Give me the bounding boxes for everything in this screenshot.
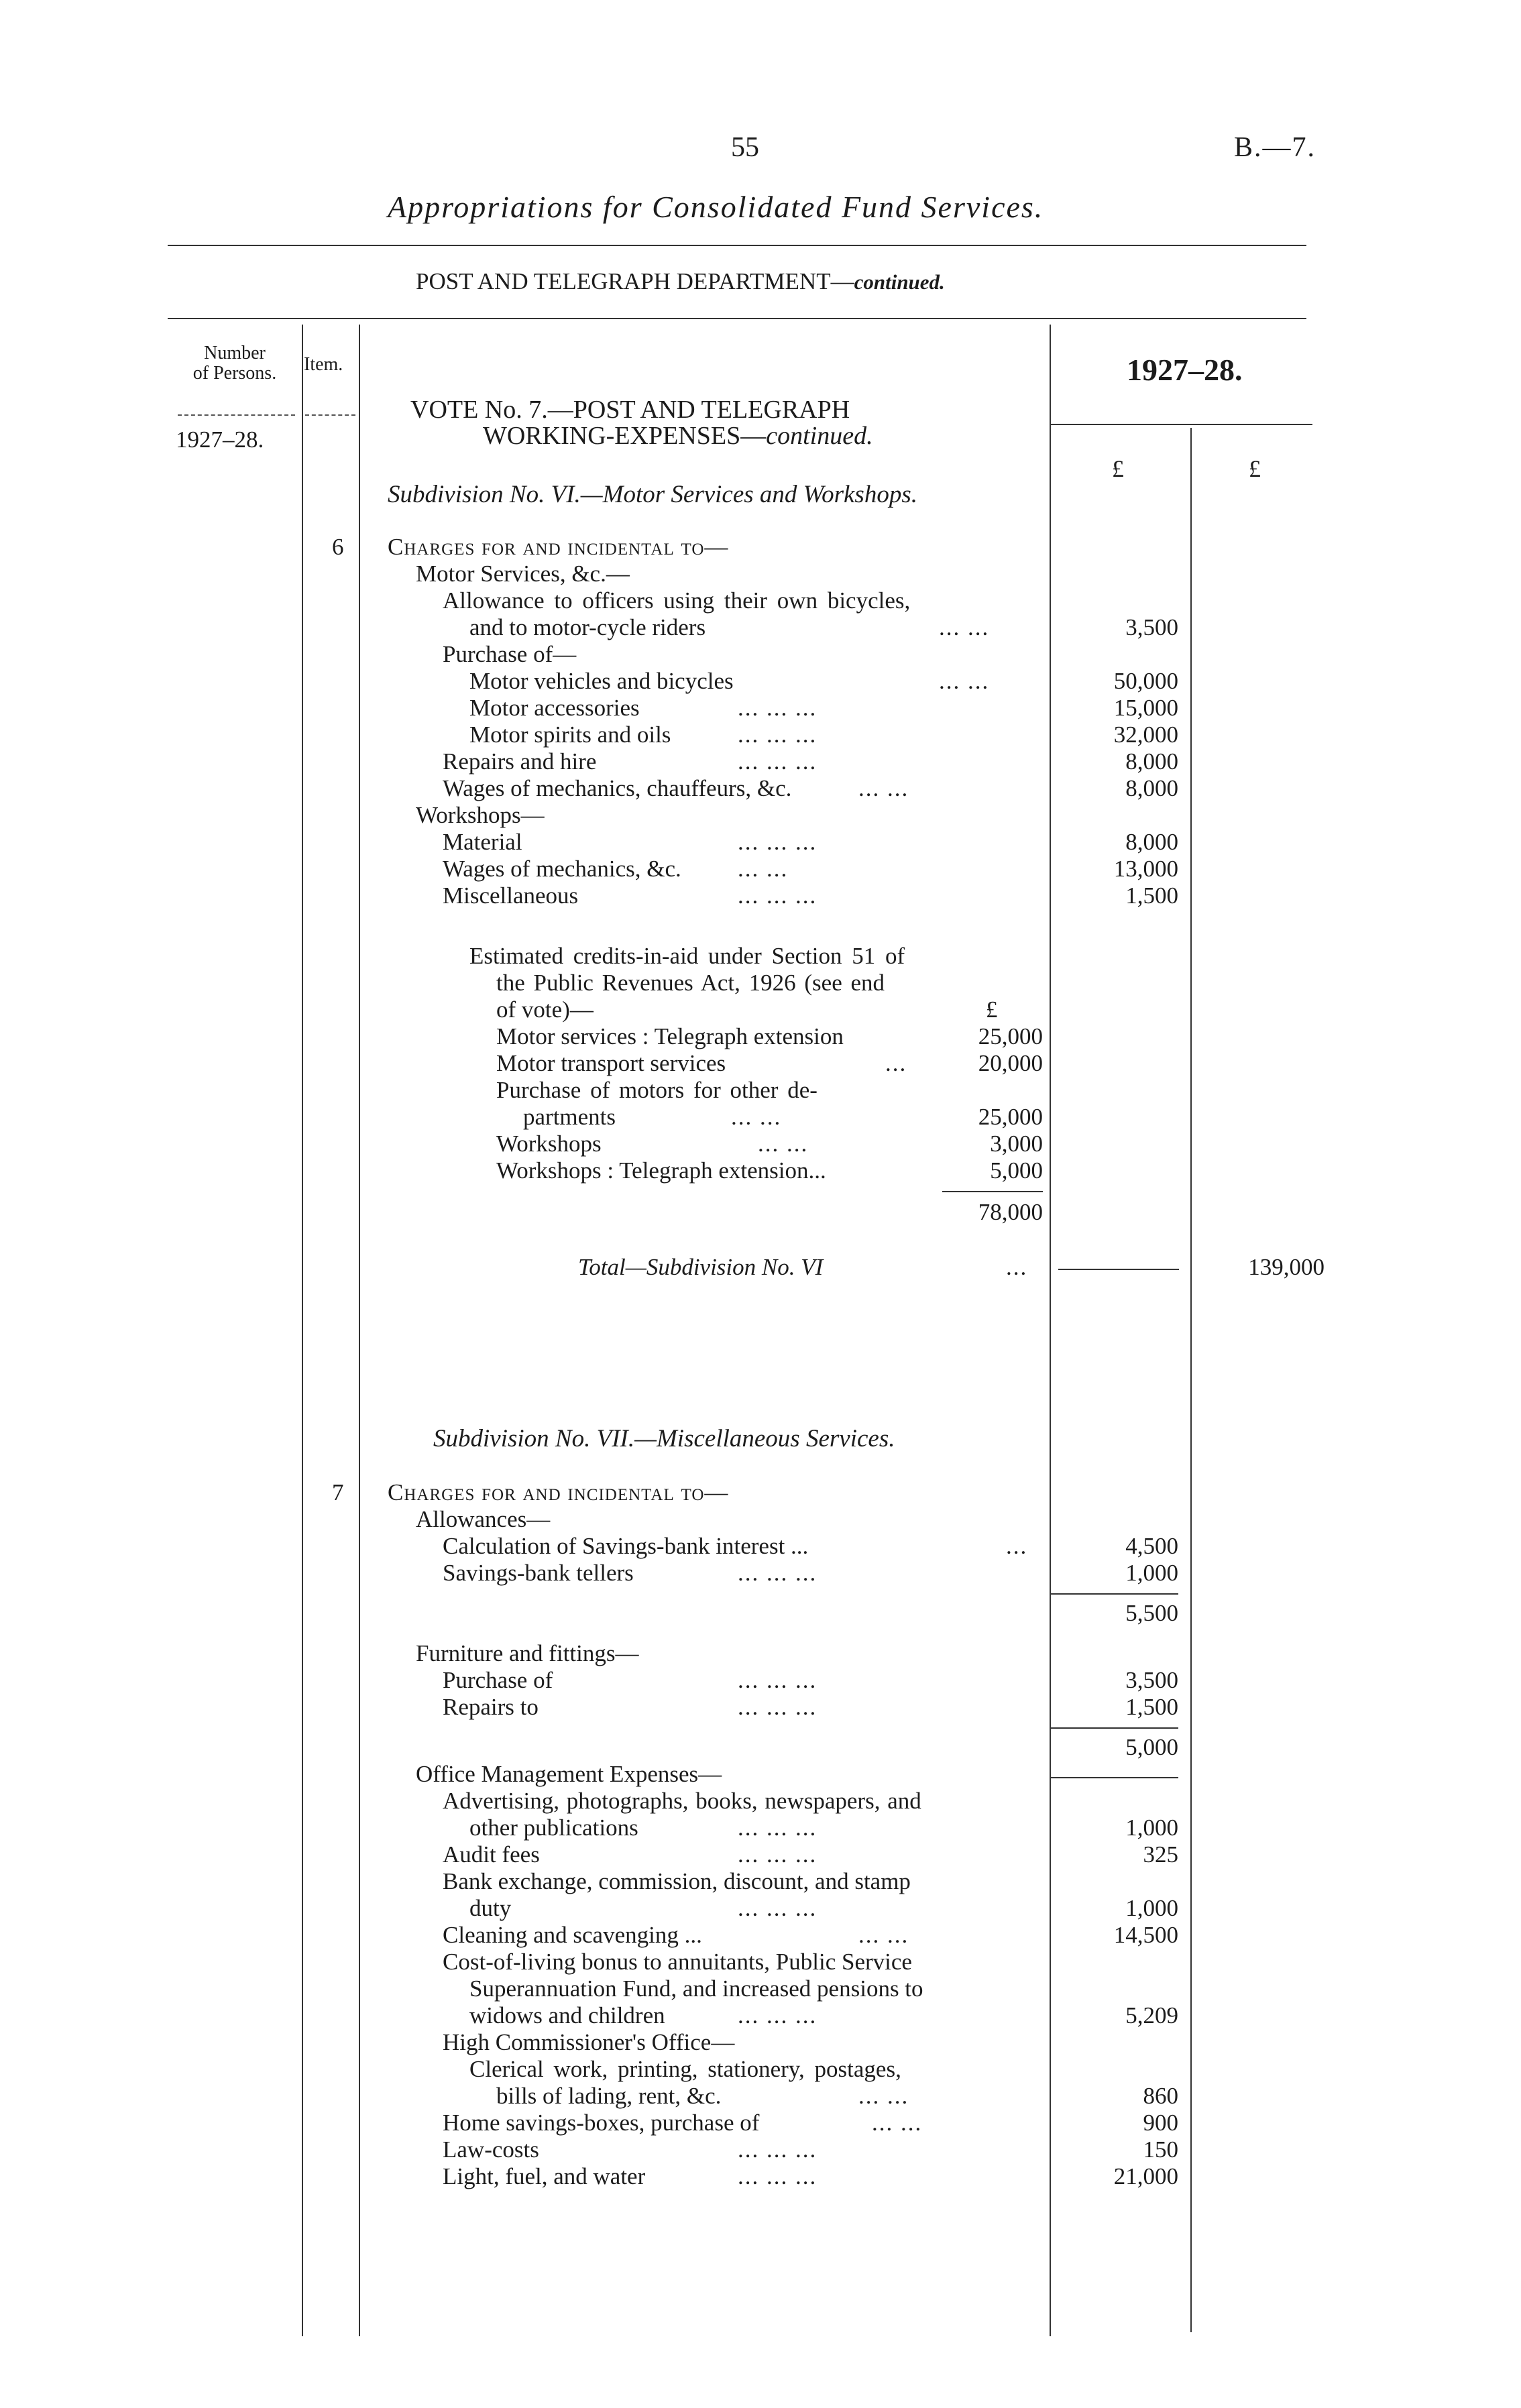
furniture-heading: Furniture and fittings— — [416, 1640, 639, 1666]
document-reference: B.—7. — [1234, 132, 1316, 163]
office-row-8-leader: ... ... ... — [738, 2002, 818, 2028]
office-row-4-amount: 1,000 — [1125, 1895, 1178, 1921]
credit-row-1: Motor transport services — [496, 1050, 726, 1076]
allowances-heading: Allowances— — [416, 1506, 551, 1532]
allow-row-1-amount: 1,000 — [1125, 1560, 1178, 1586]
furn-row-0-amount: 3,500 — [1125, 1667, 1178, 1693]
office-row-13-leader: ... ... ... — [738, 2136, 818, 2163]
s6-row-10-leader: ... ... ... — [738, 829, 818, 855]
s6-row-0: Motor Services, &c.— — [416, 561, 630, 587]
s6-row-4: Motor vehicles and bicycles — [469, 668, 734, 694]
allow-total-rule — [1051, 1593, 1178, 1595]
credits-intro-1: Estimated credits-in-aid under Section 51 of — [469, 943, 905, 969]
item-header: Item. — [304, 354, 343, 375]
subdivision-6-total-amount: 139,000 — [1248, 1254, 1325, 1280]
s6-row-12-amount: 1,500 — [1125, 882, 1178, 909]
credit-row-5: Workshops : Telegraph extension... — [496, 1157, 826, 1184]
credits-pound: £ — [986, 996, 998, 1023]
office-row-13: Law-costs — [443, 2136, 539, 2163]
year-right: 1927–28. — [1127, 353, 1243, 387]
office-row-8: widows and children — [469, 2002, 665, 2028]
office-heading: Office Management Expenses— — [416, 1761, 722, 1787]
office-row-12-leader: ... ... — [872, 2110, 923, 2136]
allow-row-1-leader: ... ... ... — [738, 1560, 818, 1586]
s6-row-6-leader: ... ... ... — [738, 722, 818, 748]
s6-row-6: Motor spirits and oils — [469, 722, 671, 748]
pound-column-2: £ — [1249, 455, 1261, 482]
credit-row-4-amount: 3,000 — [990, 1131, 1043, 1157]
number-of-persons-header — [171, 343, 298, 384]
office-row-14-leader: ... ... ... — [738, 2163, 818, 2189]
credit-row-4-leader: ... ... — [758, 1131, 809, 1157]
furn-total-rule — [1051, 1727, 1178, 1729]
s6-row-8-amount: 8,000 — [1125, 775, 1178, 801]
s6-row-1: Allowance to officers using their own bicycles, — [443, 587, 911, 614]
s6-row-7-leader: ... ... ... — [738, 748, 818, 775]
persons-header-dash — [178, 414, 295, 416]
rule-money-columns — [1190, 428, 1192, 2332]
subdivision-6-total-label: Total—Subdivision No. VI — [578, 1254, 824, 1280]
s6-row-4-leader: ... ... — [939, 668, 990, 694]
office-row-8-amount: 5,209 — [1125, 2002, 1178, 2028]
office-row-4-leader: ... ... ... — [738, 1895, 818, 1921]
subdivision-7-charges: Charges for and incidental to— — [388, 1479, 729, 1505]
office-row-11-amount: 860 — [1143, 2083, 1178, 2109]
s6-row-11-amount: 13,000 — [1113, 856, 1178, 882]
office-row-5: Cleaning and scavenging ... — [443, 1922, 702, 1948]
department-heading — [416, 268, 945, 295]
s6-row-4-amount: 50,000 — [1113, 668, 1178, 694]
furn-total-underline — [1051, 1777, 1178, 1778]
department-name: POST AND TELEGRAPH DEPARTMENT— — [416, 268, 854, 294]
year-left: 1927–28. — [176, 426, 264, 453]
office-row-13-amount: 150 — [1143, 2136, 1178, 2163]
rule-persons-item — [302, 325, 303, 2336]
department-continued: continued. — [854, 270, 945, 294]
furn-row-1: Repairs to — [443, 1694, 539, 1720]
s6-row-2-amount: 3,500 — [1125, 614, 1178, 640]
office-row-1: other publications — [469, 1815, 638, 1841]
office-row-5-leader: ... ... — [858, 1922, 909, 1948]
table-top-rule — [168, 318, 1306, 319]
s6-row-8-leader: ... ... — [858, 775, 909, 801]
credits-total: 78,000 — [978, 1199, 1043, 1225]
credit-row-3: partments — [523, 1104, 616, 1130]
pound-column-1: £ — [1112, 455, 1124, 482]
credit-row-2: Purchase of motors for other de- — [496, 1077, 818, 1103]
s6-row-2-leader: ... ... — [939, 614, 990, 640]
office-row-5-amount: 14,500 — [1113, 1922, 1178, 1948]
s6-row-12-leader: ... ... ... — [738, 882, 818, 909]
furn-row-1-amount: 1,500 — [1125, 1694, 1178, 1720]
title-rule — [168, 245, 1306, 246]
credits-total-rule — [942, 1191, 1043, 1192]
furn-total: 5,000 — [1125, 1734, 1178, 1760]
office-row-9: High Commissioner's Office— — [443, 2029, 735, 2055]
office-row-10: Clerical work, printing, stationery, postages, — [469, 2056, 901, 2082]
subdivision-6-heading: Subdivision No. VI.—Motor Services and Workshops. — [388, 481, 917, 508]
s6-row-5-leader: ... ... ... — [738, 695, 818, 721]
subdivision-7-heading: Subdivision No. VII.—Miscellaneous Services. — [433, 1425, 895, 1452]
s6-row-11: Wages of mechanics, &c. — [443, 856, 681, 882]
s6-row-8: Wages of mechanics, chauffeurs, &c. — [443, 775, 792, 801]
credits-intro-2: the Public Revenues Act, 1926 (see end — [496, 970, 885, 996]
credit-row-5-amount: 5,000 — [990, 1157, 1043, 1184]
credit-row-0: Motor services : Telegraph extension — [496, 1023, 844, 1049]
subdivision-6-charges: Charges for and incidental to— — [388, 534, 729, 560]
credits-intro-3: of vote)— — [496, 996, 594, 1023]
vote-title-main: WORKING-EXPENSES— — [483, 422, 767, 450]
credit-row-3-amount: 25,000 — [978, 1104, 1043, 1130]
office-row-2-leader: ... ... ... — [738, 1841, 818, 1868]
credit-row-0-amount: 25,000 — [978, 1023, 1043, 1049]
office-row-0: Advertising, photographs, books, newspapers, and — [443, 1788, 921, 1814]
s6-row-7-amount: 8,000 — [1125, 748, 1178, 775]
office-row-12-amount: 900 — [1143, 2110, 1178, 2136]
office-row-12: Home savings-boxes, purchase of — [443, 2110, 760, 2136]
s6-row-7: Repairs and hire — [443, 748, 597, 775]
item-header-dash — [305, 414, 355, 416]
credit-row-4: Workshops — [496, 1131, 602, 1157]
item-number-6: 6 — [332, 534, 344, 560]
s6-row-10: Material — [443, 829, 522, 855]
year-underline — [1051, 424, 1312, 425]
furn-row-1-leader: ... ... ... — [738, 1694, 818, 1720]
credit-row-1-amount: 20,000 — [978, 1050, 1043, 1076]
office-row-14-amount: 21,000 — [1113, 2163, 1178, 2189]
subdivision-6-total-dash — [1058, 1269, 1179, 1270]
s6-row-3: Purchase of— — [443, 641, 577, 667]
number-of-persons-line2: of Persons. — [192, 363, 277, 384]
s6-row-11-leader: ... ... — [738, 856, 789, 882]
s6-row-9: Workshops— — [416, 802, 545, 828]
page-number: 55 — [731, 132, 759, 163]
allow-row-1: Savings-bank tellers — [443, 1560, 634, 1586]
office-row-7: Superannuation Fund, and increased pensions to — [469, 1975, 923, 2002]
office-row-11: bills of lading, rent, &c. — [496, 2083, 722, 2109]
s6-row-5: Motor accessories — [469, 695, 640, 721]
vote-title-line1: VOTE No. 7.—POST AND TELEGRAPH — [410, 396, 850, 424]
office-row-14: Light, fuel, and water — [443, 2163, 646, 2189]
allow-row-0-leader: ... — [1006, 1533, 1028, 1559]
office-row-1-amount: 1,000 — [1125, 1815, 1178, 1841]
number-of-persons-line1: Number — [204, 343, 266, 363]
s6-row-10-amount: 8,000 — [1125, 829, 1178, 855]
s6-row-5-amount: 15,000 — [1113, 695, 1178, 721]
office-row-4: duty — [469, 1895, 512, 1921]
subdivision-6-total-leader: ... — [1006, 1254, 1028, 1280]
furn-row-0-leader: ... ... ... — [738, 1667, 818, 1693]
s6-row-2: and to motor-cycle riders — [469, 614, 706, 640]
furn-row-0: Purchase of — [443, 1667, 553, 1693]
allow-row-0: Calculation of Savings-bank interest ... — [443, 1533, 809, 1559]
vote-title-line2 — [483, 422, 873, 449]
office-row-1-leader: ... ... ... — [738, 1815, 818, 1841]
rule-item-text — [359, 325, 360, 2336]
credit-row-3-leader: ... ... — [731, 1104, 782, 1130]
s6-row-6-amount: 32,000 — [1113, 722, 1178, 748]
office-row-3: Bank exchange, commission, discount, and stamp — [443, 1868, 911, 1894]
credit-row-1-leader: ... — [885, 1050, 907, 1076]
s6-row-12: Miscellaneous — [443, 882, 579, 909]
item-number-7: 7 — [332, 1479, 344, 1505]
office-row-2-amount: 325 — [1143, 1841, 1178, 1868]
office-row-2: Audit fees — [443, 1841, 540, 1868]
page-title: Appropriations for Consolidated Fund Services. — [388, 190, 1044, 224]
rule-text-money — [1050, 325, 1051, 2336]
vote-title-continued: continued. — [766, 422, 873, 450]
allow-row-0-amount: 4,500 — [1125, 1533, 1178, 1559]
allow-total: 5,500 — [1125, 1600, 1178, 1626]
office-row-11-leader: ... ... — [858, 2083, 909, 2109]
office-row-6: Cost-of-living bonus to annuitants, Public Service — [443, 1949, 912, 1975]
